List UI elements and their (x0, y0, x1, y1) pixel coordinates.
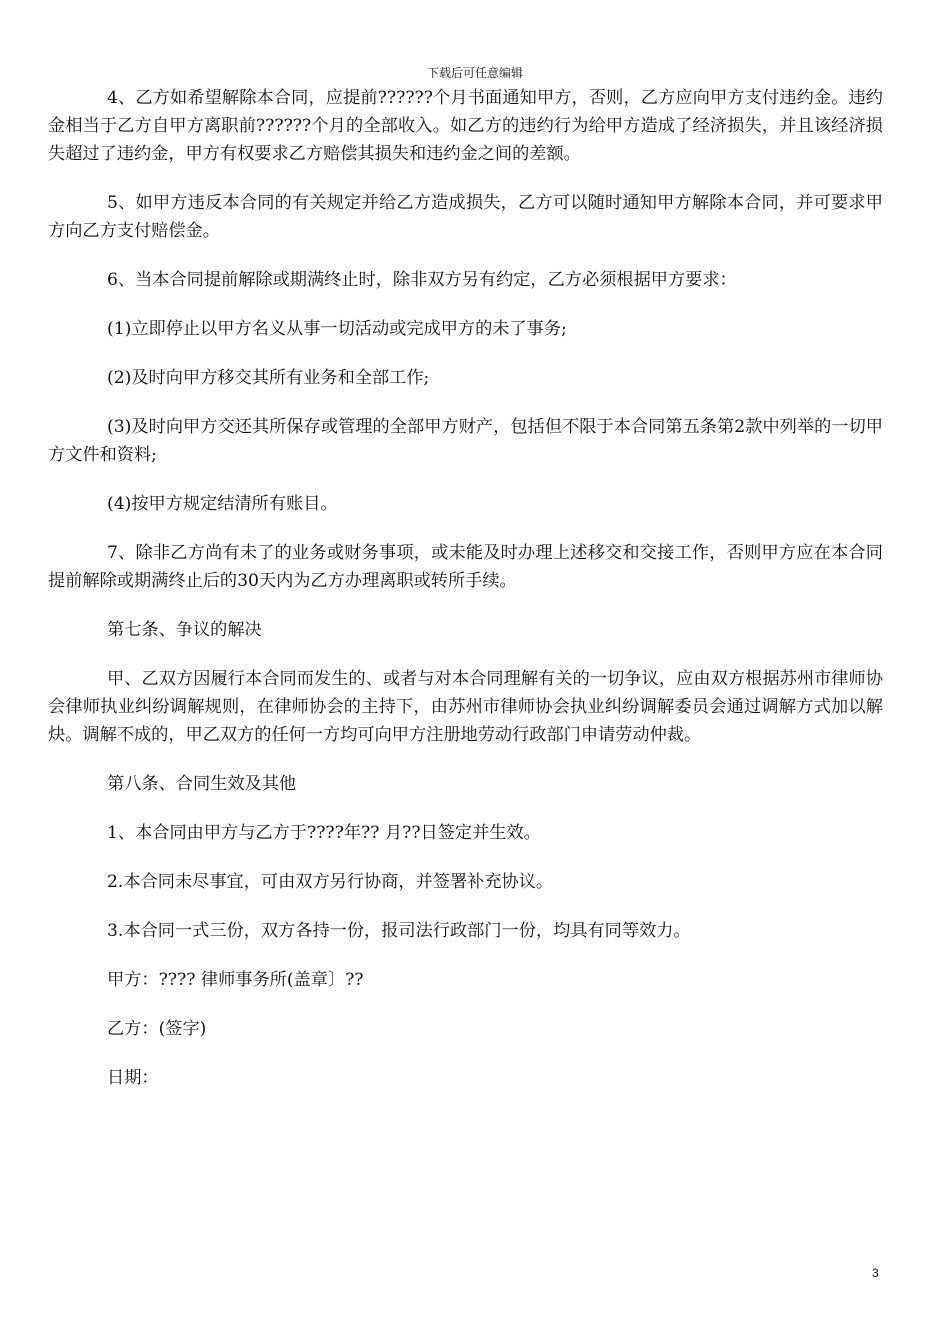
paragraph-supplementary-agreement: 2.本合同未尽事宜，可由双方另行协商，并签署补充协议。 (107, 872, 554, 892)
paragraph-dispute-resolution: 甲、乙双方因履行本合同而发生的、或者与对本合同理解有关的一切争议，应由双方根据苏州市律师协会律师执业纠纷调解规则，在律师协会的主持下，由苏州市律师协会执业纠纷调解委员会通过调解方式加以解炔。调解不成的，甲乙双方的任何一方均可向甲方注册地劳动行政部门申请劳动仲裁。 (48, 669, 883, 745)
list-item-settle-accounts: (4)按甲方规定结清所有账目。 (107, 494, 338, 514)
paragraph-effective-date: 1、本合同由甲方与乙方于????年?? 月??日签定并生效。 (107, 823, 541, 843)
signature-party-b: 乙方：(签字) (107, 1019, 207, 1039)
paragraph-copies: 3.本合同一式三份，双方各持一份，报司法行政部门一份，均具有同等效力。 (107, 921, 691, 941)
page-number: 3 (872, 1266, 879, 1280)
signature-party-a: 甲方：???? 律师事务所(盖章〕?? (107, 970, 364, 990)
paragraph-termination-by-party-b: 4、乙方如希望解除本合同，应提前??????个月书面通知甲方，否则，乙方应向甲方支付违约金。违约金相当于乙方自甲方离职前??????个月的全部收入。如乙方的违约行为给甲方造成了经济损失，并且该经济损失超过了违约金，甲方有权要求乙方赔偿其损失和违约金之间的差额。 (48, 88, 883, 164)
list-item-transfer-business: (2)及时向甲方移交其所有业务和全部工作; (107, 368, 430, 388)
signature-date: 日期： (107, 1068, 159, 1088)
list-item-return-property: (3)及时向甲方交还其所保存或管理的全部甲方财产，包括但不限于本合同第五条第2款中列举的一切甲方文件和资料; (48, 417, 883, 465)
page-header: 下载后可任意编辑 (426, 66, 523, 80)
paragraph-termination-by-party-a-breach: 5、如甲方违反本合同的有关规定并给乙方造成损失，乙方可以随时通知甲方解除本合同，并可要求甲方向乙方支付赔偿金。 (48, 193, 883, 241)
section-heading-effectiveness: 第八条、合同生效及其他 (107, 774, 297, 794)
paragraph-obligations-on-termination: 6、当本合同提前解除或期满终止时，除非双方另有约定，乙方必须根据甲方要求： (107, 270, 737, 290)
paragraph-resignation-procedures: 7、除非乙方尚有未了的业务或财务事项，或未能及时办理上述移交和交接工作，否则甲方应在本合同提前解除或期满终止后的30天内为乙方办理离职或转所手续。 (48, 543, 883, 591)
list-item-stop-activities: (1)立即停止以甲方名义从事一切活动或完成甲方的未了事务; (107, 319, 567, 339)
document-body (48, 84, 883, 1113)
section-heading-dispute-resolution: 第七条、争议的解决 (107, 620, 262, 640)
